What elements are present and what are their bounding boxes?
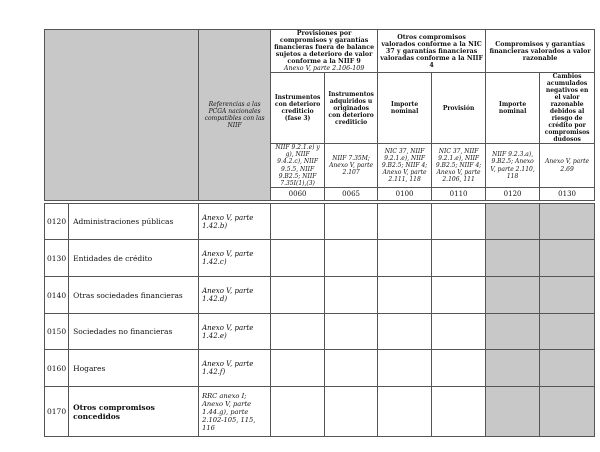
input-cell[interactable] — [325, 314, 378, 350]
input-cell[interactable] — [271, 314, 325, 350]
col-ref-0100: NIC 37, NIIF 9.2.1.e), NIIF 9.B2.5; NIIF 4; Anexo V, parte 2.111, 118 — [378, 144, 432, 188]
shaded-cell — [540, 314, 595, 350]
col-code-0060: 0060 — [271, 188, 325, 201]
row-code: 0140 — [45, 277, 69, 314]
row-label: Otros compromisos concedidos — [69, 387, 199, 437]
row-code: 0160 — [45, 350, 69, 387]
row-label: Otras sociedades financieras — [69, 277, 199, 314]
input-cell[interactable] — [432, 277, 486, 314]
row-label: Sociedades no financieras — [69, 314, 199, 350]
input-cell[interactable] — [432, 350, 486, 387]
shaded-cell — [486, 204, 540, 240]
group-title: Provisiones por compromisos y garantías financieras fuera de balance sujetos a deterioro de valor conforme a la NIIF 9 — [274, 30, 375, 65]
row-reference: RRC anexo I; Anexo V, parte 1.44.g), parte 2.102-105, 115, 116 — [199, 387, 271, 437]
row-label: Hogares — [69, 350, 199, 387]
input-cell[interactable] — [378, 204, 432, 240]
shaded-cell — [540, 204, 595, 240]
input-cell[interactable] — [432, 314, 486, 350]
col-code-0110: 0110 — [432, 188, 486, 201]
shaded-cell — [540, 277, 595, 314]
input-cell[interactable] — [432, 204, 486, 240]
template-table — [44, 29, 595, 451]
shaded-cell — [540, 350, 595, 387]
row-code: 0130 — [45, 240, 69, 277]
shaded-cell — [486, 387, 540, 437]
input-cell[interactable] — [325, 240, 378, 277]
table-row — [45, 204, 595, 240]
shaded-cell — [540, 240, 595, 277]
row-label: Entidades de crédito — [69, 240, 199, 277]
header-corner — [45, 30, 199, 201]
input-cell[interactable] — [378, 314, 432, 350]
table-row — [45, 350, 595, 387]
input-cell[interactable] — [271, 277, 325, 314]
input-cell[interactable] — [432, 387, 486, 437]
input-cell[interactable] — [378, 387, 432, 437]
shaded-cell — [486, 240, 540, 277]
table-row — [45, 387, 595, 437]
col-header-0100: Importe nominal — [378, 73, 432, 144]
input-cell[interactable] — [432, 240, 486, 277]
row-reference: Anexo V, parte 1.42.c) — [199, 240, 271, 277]
table-row — [45, 277, 595, 314]
row-reference: Anexo V, parte 1.42.e) — [199, 314, 271, 350]
input-cell[interactable] — [325, 277, 378, 314]
col-ref-0065: NIIF 7.35M; Anexo V, parte 2.107 — [325, 144, 378, 188]
shaded-cell — [486, 277, 540, 314]
col-ref-0060: NIIF 9.2.1.e) y g), NIIF 9.4.2.c), NIIF 9.5.5, NIIF 9.B2.5; NIIF 7.35I(1),(3) — [271, 144, 325, 188]
group-header-ifrs9 — [271, 30, 378, 73]
table-row — [45, 240, 595, 277]
col-header-0130: Cambios acumulados negativos en el valor razonable debidos al riesgo de crédito por compromisos dudosos — [540, 73, 595, 144]
row-label: Administraciones públicas — [69, 204, 199, 240]
col-ref-0120: NIIF 9.2.3.a), 9.B2.5; Anexo V, parte 2.110, 118 — [486, 144, 540, 188]
group-header-nic37: Otros compromisos valorados conforme a la NIC 37 y garantías financieras valoradas conforme a la NIIF 4 — [378, 30, 486, 73]
input-cell[interactable] — [378, 350, 432, 387]
group-header-fair-value: Compromisos y garantías financieras valorados a valor razonable — [486, 30, 595, 73]
col-header-0060: Instrumentos con deterioro crediticio (fase 3) — [271, 73, 325, 144]
row-reference: Anexo V, parte 1.42.f) — [199, 350, 271, 387]
ref-col-header: Referencias a las PCGA nacionales compatibles con las NIIF — [199, 30, 271, 201]
input-cell[interactable] — [271, 387, 325, 437]
col-code-0065: 0065 — [325, 188, 378, 201]
input-cell[interactable] — [271, 204, 325, 240]
group-subtitle: Anexo V, parte 2.106-109 — [283, 65, 365, 72]
input-cell[interactable] — [325, 387, 378, 437]
input-cell[interactable] — [271, 240, 325, 277]
input-cell[interactable] — [271, 350, 325, 387]
row-reference: Anexo V, parte 1.42.b) — [199, 204, 271, 240]
col-code-0130: 0130 — [540, 188, 595, 201]
col-ref-0110: NIC 37, NIIF 9.2.1.e), NIIF 9.B2.5; NIIF 4; Anexo V, parte 2.106, 111 — [432, 144, 486, 188]
input-cell[interactable] — [325, 204, 378, 240]
row-code: 0120 — [45, 204, 69, 240]
row-reference: Anexo V, parte 1.42.d) — [199, 277, 271, 314]
col-code-0120: 0120 — [486, 188, 540, 201]
col-header-0065: Instrumentos adquiridos u originados con deterioro crediticio — [325, 73, 378, 144]
col-header-0110: Provisión — [432, 73, 486, 144]
shaded-cell — [540, 387, 595, 437]
row-code: 0150 — [45, 314, 69, 350]
input-cell[interactable] — [325, 350, 378, 387]
table-row — [45, 314, 595, 350]
row-code: 0170 — [45, 387, 69, 437]
col-code-0100: 0100 — [378, 188, 432, 201]
shaded-cell — [486, 350, 540, 387]
col-header-0120: Importe nominal — [486, 73, 540, 144]
col-ref-0130: Anexo V, parte 2.69 — [540, 144, 595, 188]
input-cell[interactable] — [378, 240, 432, 277]
input-cell[interactable] — [378, 277, 432, 314]
shaded-cell — [486, 314, 540, 350]
